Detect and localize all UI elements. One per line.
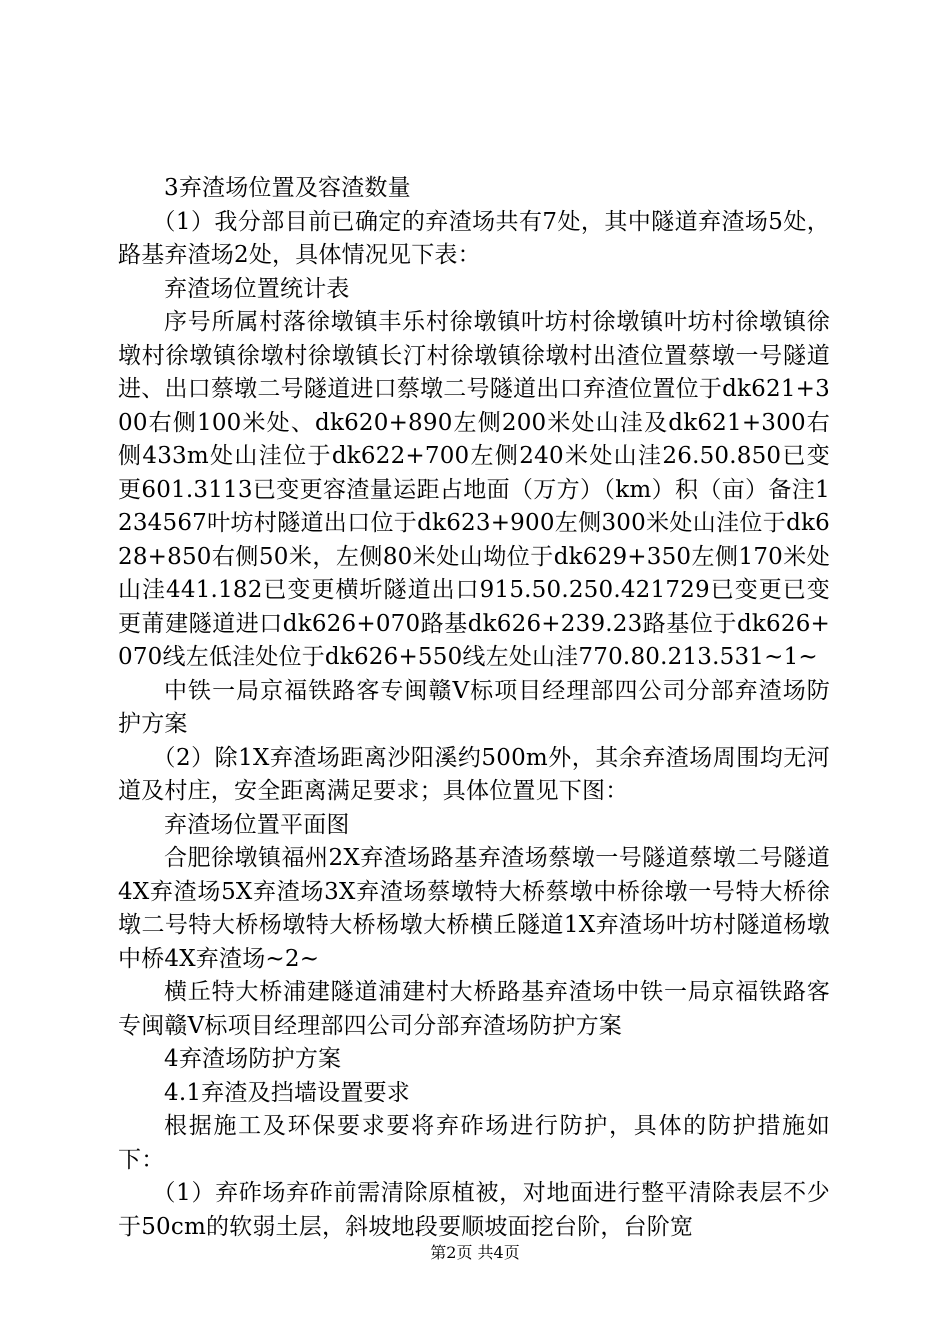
paragraph-figure-labels: 合肥徐墩镇福州2X弃渣场路基弃渣场蔡墩一号隧道蔡墩二号隧道4X弃渣场5X弃渣场3X弃渣场蔡墩特大桥蔡墩中桥徐墩一号特大桥徐墩二号特大桥杨墩特大桥杨墩大桥横丘隧道1X弃渣场叶坊村隧道杨墩中桥4X弃渣场~2~ (118, 845, 830, 972)
section-heading-3: 3弃渣场位置及容渣数量 (164, 175, 411, 201)
paragraph-safety-distance: （2）除1X弃渣场距离沙阳溪约500m外，其余弃渣场周围均无河道及村庄，安全距离满足要求；具体位置见下图： (118, 744, 830, 804)
paragraph-figure-labels-continued: 横丘特大桥浦建隧道浦建村大桥路基弃渣场中铁一局京福铁路客专闽赣Ⅴ标项目经理部四公司分部弃渣场防护方案 (118, 979, 830, 1039)
document-body (118, 172, 830, 1244)
paragraph-disposal-site-count: （1）我分部目前已确定的弃渣场共有7处，其中隧道弃渣场5处，路基弃渣场2处，具体情况见下表： (118, 208, 830, 268)
paragraph-protection-requirements: 根据施工及环保要求要将弃砟场进行防护，具体的防护措施如下： (118, 1113, 830, 1173)
section-heading-4: 4弃渣场防护方案 (164, 1046, 342, 1072)
paragraph-table-text: 序号所属村落徐墩镇丰乐村徐墩镇叶坊村徐墩镇叶坊村徐墩镇徐墩村徐墩镇徐墩村徐墩镇长汀村徐墩镇徐墩村出渣位置蔡墩一号隧道进、出口蔡墩二号隧道进口蔡墩二号隧道出口弃渣位置位于dk621+300右侧100米处、dk620+890左侧200米处山洼及dk621+300右侧433m处山洼位于dk622+700左侧240米处山洼26.50.850已变更601.3113已变更容渣量运距占地面（万方）（km）积（亩）备注1234567叶坊村隧道出口位于dk623+900左侧300米处山洼位于dk628+850右侧50米，左侧80米处山坳位于dk629+350左侧170米处山洼441.182已变更横圻隧道出口915.50.250.421729已变更已变更莆建隧道进口dk626+070路基dk626+239.23路基位于dk626+070线左低洼处位于dk626+550线左处山洼770.80.213.531~1~ (118, 309, 830, 670)
figure-title: 弃渣场位置平面图 (164, 811, 350, 838)
running-header-text: 中铁一局京福铁路客专闽赣Ⅴ标项目经理部四公司分部弃渣场防护方案 (118, 677, 830, 737)
page-footer: 第2页 共4页 (430, 1243, 520, 1262)
subsection-heading-4-1: 4.1弃渣及挡墙设置要求 (164, 1079, 410, 1106)
table-title: 弃渣场位置统计表 (164, 275, 350, 302)
paragraph-protection-step-1: （1）弃砟场弃砟前需清除原植被，对地面进行整平清除表层不少于50cm的软弱土层，斜坡地段要顺坡面挖台阶，台阶宽 (118, 1180, 830, 1240)
